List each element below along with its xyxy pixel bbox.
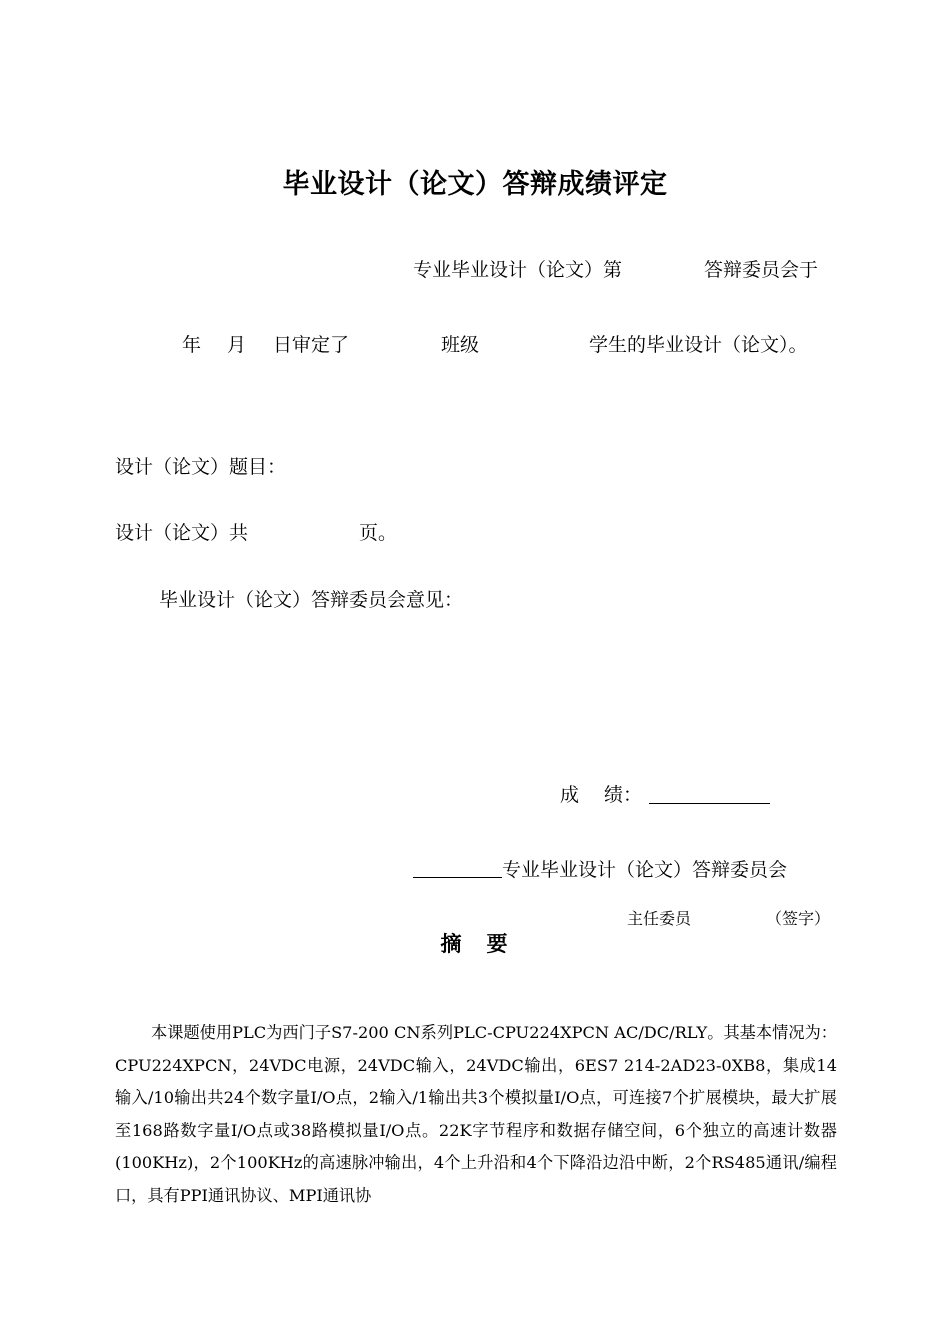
grade-label-char2: 绩： [604, 784, 643, 806]
page-title: 毕业设计（论文）答辩成绩评定 [282, 169, 668, 200]
committee-line-suffix: 答辩委员会于 [704, 259, 819, 281]
thesis-pages-prefix: 设计（论文）共 [115, 522, 249, 544]
thesis-pages-suffix: 页。 [359, 522, 398, 544]
grade-label-char1: 成 [560, 784, 580, 806]
committee-signature-line: 专业毕业设计（论文）答辩委员会 [502, 859, 788, 881]
date-year-label: 年 [182, 334, 202, 356]
chair-label: 主任委员 [627, 909, 692, 928]
committee-opinion-label: 毕业设计（论文）答辩委员会意见： [159, 589, 464, 611]
date-day-approved-label: 日审定了 [273, 334, 350, 356]
abstract-body: 本课题使用PLC为西门子S7-200 CN系列PLC-CPU224XPCN AC/DC/RLY。其基本情况为：CPU224XPCN，24VDC电源，24VDC输入，24VDC输出，6ES7 214-2AD23-0XB8，集成14输入/10输出共24个数字量I/O点，2输入/1输出共3个模拟量I/O点，可连接7个扩展模块，最大扩展至168路数字量I/O点或38路模拟量I/O点。22K字节程序和数据存储空间，6个独立的高速计数器(100KHz)，2个100KHz的高速脉冲输出，4个上升沿和4个下降沿边沿中断，2个RS485通讯/编程口，具有PPI通讯协议、MPI通讯协 [115, 1023, 837, 1205]
student-thesis-label: 学生的毕业设计（论文）。 [589, 334, 808, 356]
signature-label: （签字） [766, 909, 831, 928]
abstract-heading: 摘 要 [440, 932, 510, 956]
date-month-label: 月 [227, 334, 247, 356]
thesis-topic-label: 设计（论文）题目： [115, 456, 287, 478]
grade-blank-line [649, 783, 770, 804]
major-blank-line [413, 857, 502, 878]
committee-line-prefix: 专业毕业设计（论文）第 [413, 259, 623, 281]
class-label: 班级 [441, 334, 480, 356]
